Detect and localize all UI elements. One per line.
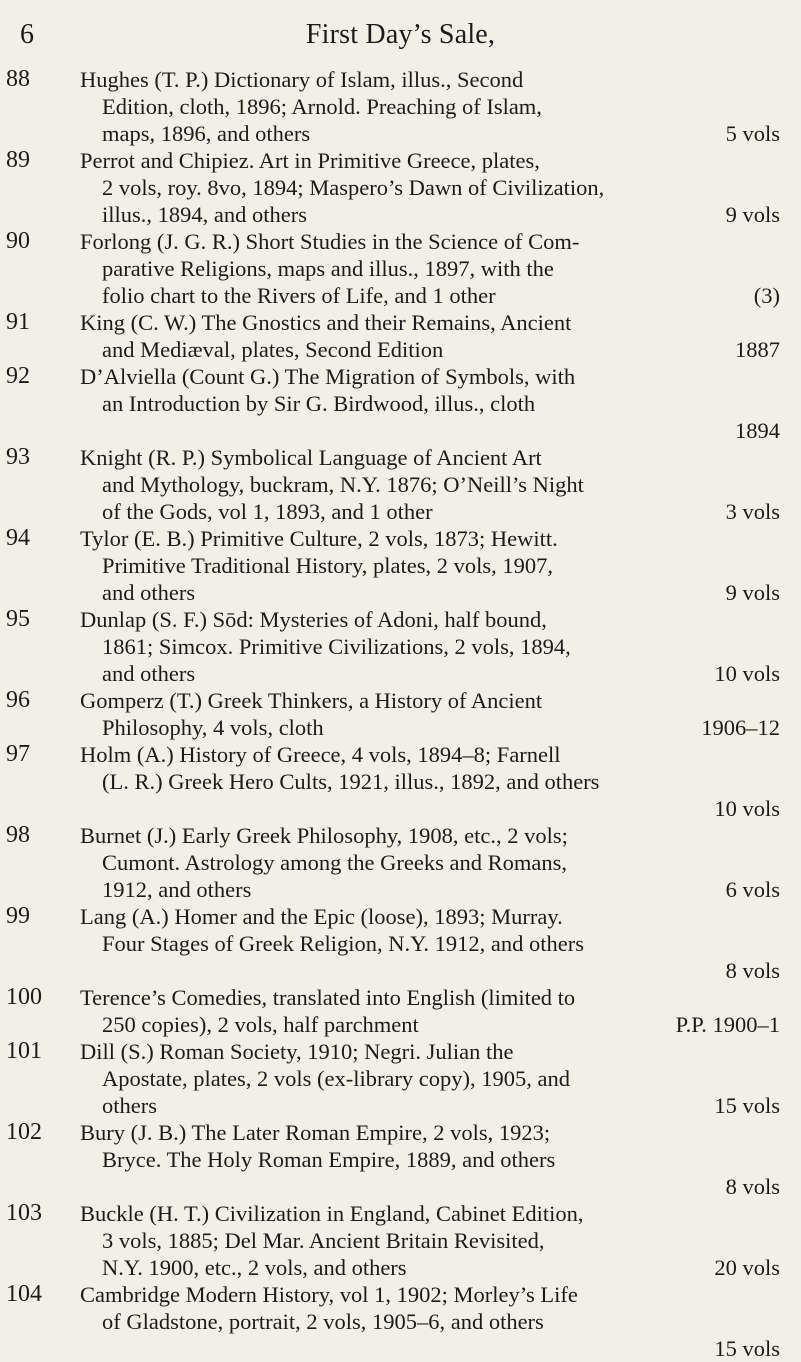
- lot-description-text: an Introduction by Sir G. Birdwood, illus., cloth: [102, 391, 536, 416]
- lot-entry: [6, 741, 780, 822]
- lot-description-line: [80, 93, 780, 120]
- lot-description-first-line: Burnet (J.) Early Greek Philosophy, 1908, etc., 2 vols;: [80, 823, 568, 848]
- lot-entry: [6, 1281, 780, 1362]
- lot-description-line: [80, 849, 780, 876]
- lot-description-first-line: Hughes (T. P.) Dictionary of Islam, illus., Second: [80, 67, 524, 92]
- lot-number: 100: [6, 984, 42, 1010]
- lot-number: 92: [6, 363, 30, 389]
- lot-description-text: maps, 1896, and others: [102, 121, 311, 146]
- lot-description-text: 250 copies), 2 vols, half parchment: [102, 1012, 419, 1037]
- lot-description-text: Bryce. The Holy Roman Empire, 1889, and others: [102, 1147, 556, 1172]
- lot-description-line: [80, 1146, 780, 1173]
- lot-description-line: [80, 120, 780, 147]
- running-head: First Day’s Sale,: [305, 19, 496, 50]
- page-number: 6: [20, 19, 34, 50]
- lot-description-line: [80, 633, 780, 660]
- lot-number: 102: [6, 1119, 42, 1145]
- lot-description-first-line: Tylor (E. B.) Primitive Culture, 2 vols, 1873; Hewitt.: [80, 526, 558, 551]
- lot-list: [0, 66, 801, 1362]
- lot-description-text: (L. R.) Greek Hero Cults, 1921, illus., 1892, and others: [102, 769, 600, 794]
- lot-quantity: 9 vols: [725, 202, 780, 227]
- lot-number: 91: [6, 309, 30, 335]
- lot-entry: [6, 903, 780, 984]
- lot-description-line: [80, 282, 780, 309]
- lot-number: 103: [6, 1200, 42, 1226]
- lot-entry: [6, 228, 780, 309]
- lot-description-line: [80, 660, 780, 687]
- lot-number: 98: [6, 822, 30, 848]
- lot-description-first-line: Holm (A.) History of Greece, 4 vols, 1894–8; Farnell: [80, 742, 561, 767]
- lot-description-line: [80, 768, 780, 795]
- lot-entry: [6, 1119, 780, 1200]
- lot-entry: [6, 525, 780, 606]
- lot-description-first-line: Knight (R. P.) Symbolical Language of Ancient Art: [80, 445, 542, 470]
- lot-description-line: [80, 174, 780, 201]
- lot-quantity: 15 vols: [714, 1093, 780, 1118]
- lot-description-text: of Gladstone, portrait, 2 vols, 1905–6, and others: [102, 1309, 544, 1334]
- lot-entry: [6, 1038, 780, 1119]
- lot-description-first-line: Perrot and Chipiez. Art in Primitive Greece, plates,: [80, 148, 540, 173]
- lot-description-line: [80, 1335, 780, 1362]
- lot-description-line: [80, 1065, 780, 1092]
- lot-description-line: [80, 876, 780, 903]
- lot-description-text: Four Stages of Greek Religion, N.Y. 1912, and others: [102, 931, 585, 956]
- lot-description-line: [80, 1254, 780, 1281]
- lot-entry: [6, 363, 780, 444]
- lot-quantity: 9 vols: [725, 580, 780, 605]
- lot-description-line: [80, 1173, 780, 1200]
- lot-description-line: [80, 930, 780, 957]
- lot-entry: [6, 1200, 780, 1281]
- lot-description-first-line: Forlong (J. G. R.) Short Studies in the Science of Com-: [80, 229, 580, 254]
- lot-description-line: [80, 1308, 780, 1335]
- lot-entry: [6, 309, 780, 363]
- lot-entry: [6, 444, 780, 525]
- lot-description-line: [80, 471, 780, 498]
- lot-description-text: Apostate, plates, 2 vols (ex-library copy), 1905, and: [102, 1066, 571, 1091]
- lot-description-text: and others: [102, 580, 196, 605]
- lot-description-first-line: King (C. W.) The Gnostics and their Remains, Ancient: [80, 310, 572, 335]
- lot-entry: [6, 687, 780, 741]
- lot-description-text: and Mediæval, plates, Second Edition: [102, 337, 444, 362]
- lot-number: 94: [6, 525, 30, 551]
- lot-description-text: 2 vols, roy. 8vo, 1894; Maspero’s Dawn of Civilization,: [102, 175, 605, 200]
- lot-description-line: [80, 390, 780, 417]
- lot-description-line: [80, 1092, 780, 1119]
- lot-description-text: Philosophy, 4 vols, cloth: [102, 715, 324, 740]
- lot-description-line: [80, 201, 780, 228]
- lot-entry: [6, 66, 780, 147]
- lot-description-text: illus., 1894, and others: [102, 202, 307, 227]
- lot-description-first-line: Lang (A.) Homer and the Epic (loose), 1893; Murray.: [80, 904, 563, 929]
- lot-number: 89: [6, 147, 30, 173]
- lot-description-line: [80, 1227, 780, 1254]
- lot-description-first-line: Cambridge Modern History, vol 1, 1902; Morley’s Life: [80, 1282, 578, 1307]
- lot-description-text: 3 vols, 1885; Del Mar. Ancient Britain Revisited,: [102, 1228, 545, 1253]
- lot-description-line: [80, 336, 780, 363]
- lot-description-line: [80, 498, 780, 525]
- lot-quantity: 1887: [735, 337, 780, 362]
- lot-description-text: folio chart to the Rivers of Life, and 1 other: [102, 283, 496, 308]
- lot-description-first-line: Gomperz (T.) Greek Thinkers, a History of Ancient: [80, 688, 543, 713]
- lot-description-first-line: Buckle (H. T.) Civilization in England, Cabinet Edition,: [80, 1201, 584, 1226]
- lot-description-line: [80, 957, 780, 984]
- lot-quantity: 10 vols: [714, 661, 780, 686]
- lot-description-text: others: [102, 1093, 157, 1118]
- lot-description-text: and Mythology, buckram, N.Y. 1876; O’Neill’s Night: [102, 472, 584, 497]
- lot-entry: [6, 147, 780, 228]
- lot-quantity: 6 vols: [725, 877, 780, 902]
- lot-description-line: [80, 1011, 780, 1038]
- lot-entry: [6, 984, 780, 1038]
- lot-description-line: [80, 795, 780, 822]
- lot-description-first-line: Dunlap (S. F.) Sōd: Mysteries of Adoni, half bound,: [80, 607, 547, 632]
- lot-quantity: P.P. 1900–1: [675, 1012, 780, 1037]
- lot-description-line: [80, 579, 780, 606]
- lot-entry: [6, 606, 780, 687]
- lot-entry: [6, 822, 780, 903]
- lot-quantity: 10 vols: [714, 796, 780, 821]
- lot-number: 93: [6, 444, 30, 470]
- lot-description-text: 1861; Simcox. Primitive Civilizations, 2 vols, 1894,: [102, 634, 571, 659]
- lot-quantity: 8 vols: [725, 958, 780, 983]
- lot-number: 99: [6, 903, 30, 929]
- lot-number: 90: [6, 228, 30, 254]
- lot-quantity: (3): [753, 283, 780, 308]
- lot-description-first-line: Dill (S.) Roman Society, 1910; Negri. Julian the: [80, 1039, 514, 1064]
- lot-number: 95: [6, 606, 30, 632]
- lot-number: 96: [6, 687, 30, 713]
- lot-number: 104: [6, 1281, 42, 1307]
- lot-description-text: 1912, and others: [102, 877, 252, 902]
- lot-number: 101: [6, 1038, 42, 1064]
- lot-description-line: [80, 255, 780, 282]
- lot-description-first-line: Terence’s Comedies, translated into English (limited to: [80, 985, 576, 1010]
- lot-description-line: [80, 714, 780, 741]
- lot-description-line: [80, 417, 780, 444]
- lot-description-first-line: Bury (J. B.) The Later Roman Empire, 2 vols, 1923;: [80, 1120, 551, 1145]
- lot-quantity: 3 vols: [725, 499, 780, 524]
- lot-quantity: 20 vols: [714, 1255, 780, 1280]
- lot-description-text: of the Gods, vol 1, 1893, and 1 other: [102, 499, 433, 524]
- lot-description-line: [80, 552, 780, 579]
- lot-quantity: 1894: [735, 418, 780, 443]
- lot-description-first-line: D’Alviella (Count G.) The Migration of Symbols, with: [80, 364, 576, 389]
- lot-description-text: Edition, cloth, 1896; Arnold. Preaching of Islam,: [102, 94, 542, 119]
- page-header: [0, 18, 801, 58]
- lot-description-text: Cumont. Astrology among the Greeks and Romans,: [102, 850, 567, 875]
- lot-quantity: 8 vols: [725, 1174, 780, 1199]
- lot-number: 97: [6, 741, 30, 767]
- lot-description-text: Primitive Traditional History, plates, 2 vols, 1907,: [102, 553, 554, 578]
- lot-quantity: 15 vols: [714, 1336, 780, 1361]
- lot-description-text: parative Religions, maps and illus., 1897, with the: [102, 256, 554, 281]
- lot-quantity: 1906–12: [701, 715, 780, 740]
- lot-description-text: N.Y. 1900, etc., 2 vols, and others: [102, 1255, 407, 1280]
- lot-number: 88: [6, 66, 30, 92]
- lot-description-text: and others: [102, 661, 196, 686]
- lot-quantity: 5 vols: [725, 121, 780, 146]
